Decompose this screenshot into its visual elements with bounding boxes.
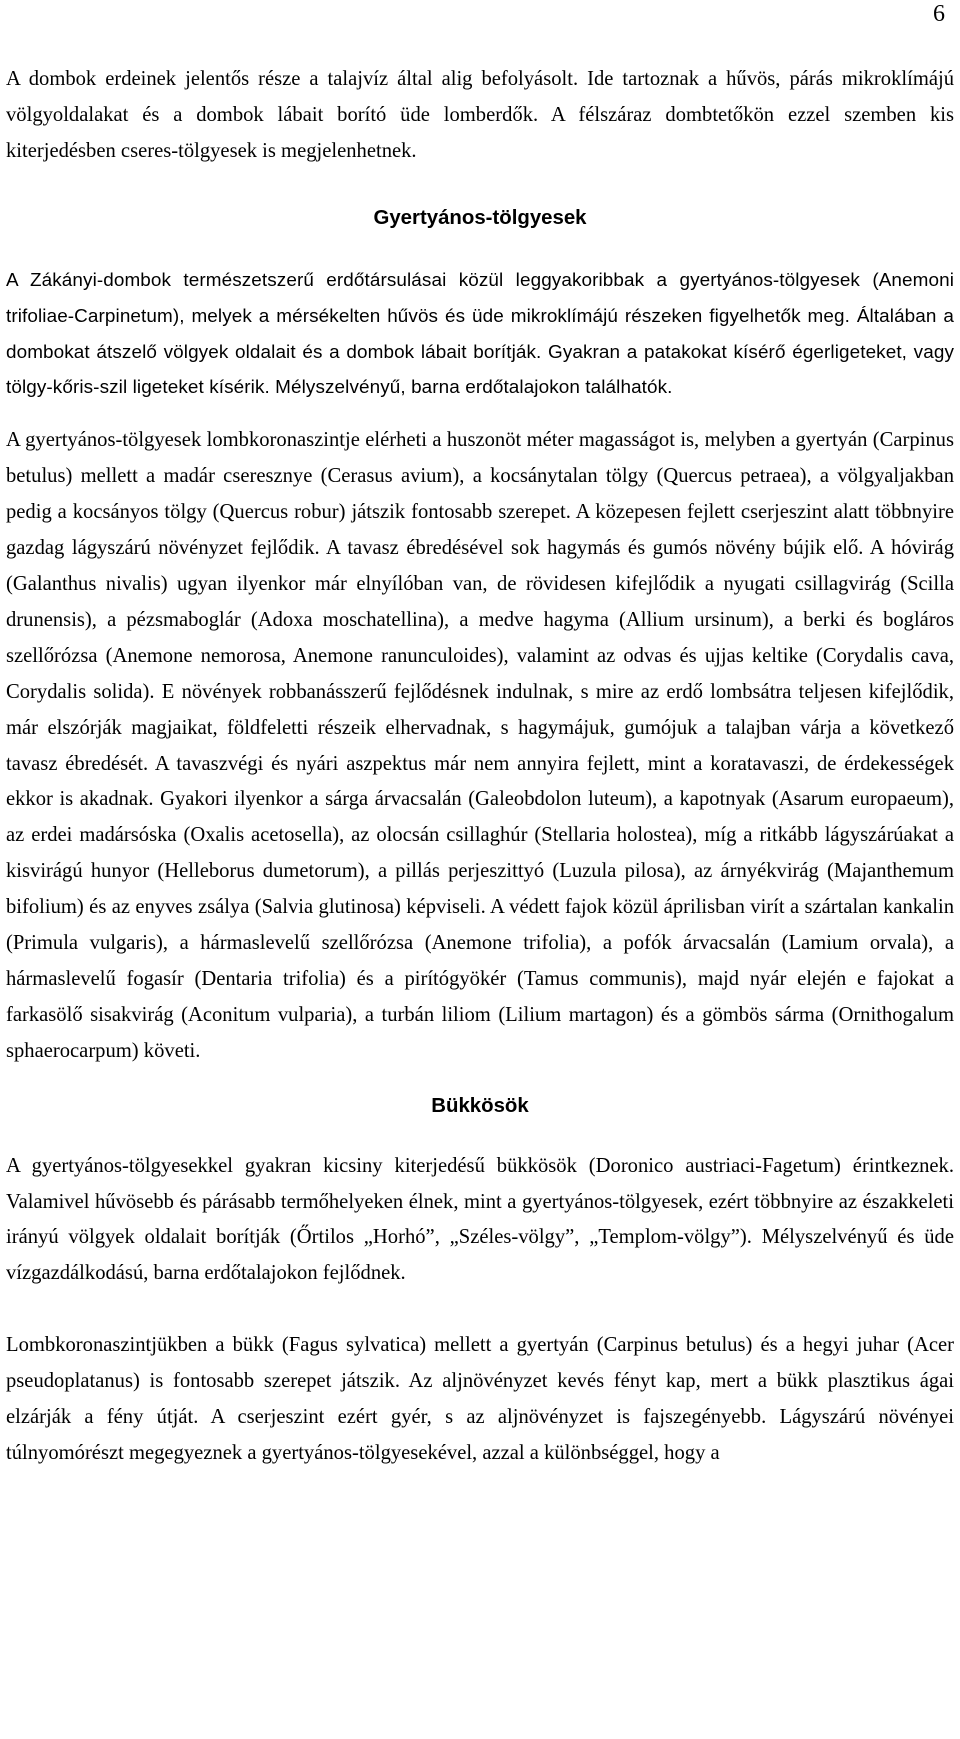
section2-paragraph-2: Lombkoronaszintjükben a bükk (Fagus sylvatica) mellett a gyertyán (Carpinus betulus) és a hegyi juhar (Acer pseudoplatanus) is fontosabb szerepet játszik. Az aljnövényzet kevés fényt kap, mert a bükk plasztikus ágai elzárják a fény útját. A cserjeszint ezért gyér, s az aljnövényzet is fajszegényebb. Lágyszárú növényei túlnyomórészt megegyeznek a gyertyános-tölgyesekével, azzal a különbséggel, hogy a [6, 1334, 954, 1464]
section1-paragraph-2: A gyertyános-tölgyesek lombkoronaszintje elérheti a huszonöt méter magasságot is, melyben a gyertyán (Carpinus betulus) mellett a madár cseresznye (Cerasus avium), a kocsánytalan tölgy (Quercus petraea), a völgyaljakban pedig a kocsányos tölgy (Quercus robur) játszik fontosabb szerepet. A közepesen fejlett cserjeszint alatt többnyire gazdag lágyszárú növényzet fejlődik. A tavasz ébredésével sok hagymás és gumós növény bújik elő. A hóvirág (Galanthus nivalis) ugyan ilyenkor már elnyílóban van, de rövidesen kifejlődik a nyugati csillagvirág (Scilla drunensis), a pézsmaboglár (Adoxa moschatellina), a medve hagyma (Allium ursinum), a berki és bogláros szellőrózsa (Anemone nemorosa, Anemone ranunculoides), valamint az odvas és ujjas keltike (Corydalis cava, Corydalis solida). E növények robbanásszerű fejlődésnek indulnak, s mire az erdő lombsátra teljesen kifejlődik, már elszórják magjaikat, földfeletti részeik elhervadnak, s hagymájuk, gumójuk a talajban várja a következő tavasz ébredését. A tavaszvégi és nyári aszpektus már nem annyira fejlett, mint a koratavaszi, de érdekességek ekkor is akadnak. Gyakori ilyenkor a sárga árvacsalán (Galeobdolon luteum), a kapotnyak (Asarum europaeum), az erdei madársóska (Oxalis acetosella), az olocsán csillaghúr (Stellaria holostea), míg a ritkább lágyszárúakat a kisvirágú hunyor (Helleborus dumetorum), a pillás perjeszittyó (Luzula pilosa), az árnyékvirág (Majanthemum bifolium) és az enyves zsálya (Salvia glutinosa) képviseli. A védett fajok közül áprilisban virít a szártalan kankalin (Primula vulgaris), a hármaslevelű szellőrózsa (Anemone trifolia), a pofók árvacsalán (Lamium orvala), a hármaslevelű fogasír (Dentaria trifolia) és a pirítógyökér (Tamus communis), majd nyár elején e fajokat a farkasölő sisakvirág (Aconitum vulparia), a turbán liliom (Lilium martagon) és a gömbös sárma (Ornithogalum sphaerocarpum) követi. [6, 429, 954, 1062]
section-heading-bukkosok: Bükkösök [431, 1094, 529, 1117]
page-number: 6 [933, 1, 945, 27]
section1-paragraph-1: A Zákányi-dombok természetszerű erdőtársulásai közül leggyakoribbak a gyertyános-tölgyesek (Anemoni trifoliae-Carpinetum), melyek a mérsékelten hűvös és üde mikroklímájú részeken figyelhetők meg. Általában a dombokat átszelő völgyek oldalait és a dombok lábait borítják. Gyakran a patakokat kísérő égerligeteket, vagy tölgy-kőris-szil ligeteket kísérik. Mélyszelvényű, barna erdőtalajokon találhatók. [6, 269, 954, 399]
intro-paragraph: A dombok erdeinek jelentős része a talajvíz által alig befolyásolt. Ide tartoznak a hűvös, párás mikroklímájú völgyoldalakat és a dombok lábait borító üde lomberdők. A félszáraz dombtetőkön ezzel szemben kis kiterjedésben cseres-tölgyesek is megjelenhetnek. [6, 68, 954, 162]
section-heading-gyertyanos-tolgyesek: Gyertyános-tölgyesek [373, 206, 587, 229]
section2-paragraph-1: A gyertyános-tölgyesekkel gyakran kicsiny kiterjedésű bükkösök (Doronico austriaci-Fagetum) érintkeznek. Valamivel hűvösebb és párásabb termőhelyeken élnek, mint a gyertyános-tölgyesek, ezért többnyire az északkeleti irányú völgyek oldalait borítják (Őrtilos „Horhó”, „Széles-völgy”, „Templom-völgy”). Mélyszelvényű és üde vízgazdálkodású, barna erdőtalajokon fejlődnek. [6, 1154, 954, 1285]
document-body [6, 62, 954, 1472]
